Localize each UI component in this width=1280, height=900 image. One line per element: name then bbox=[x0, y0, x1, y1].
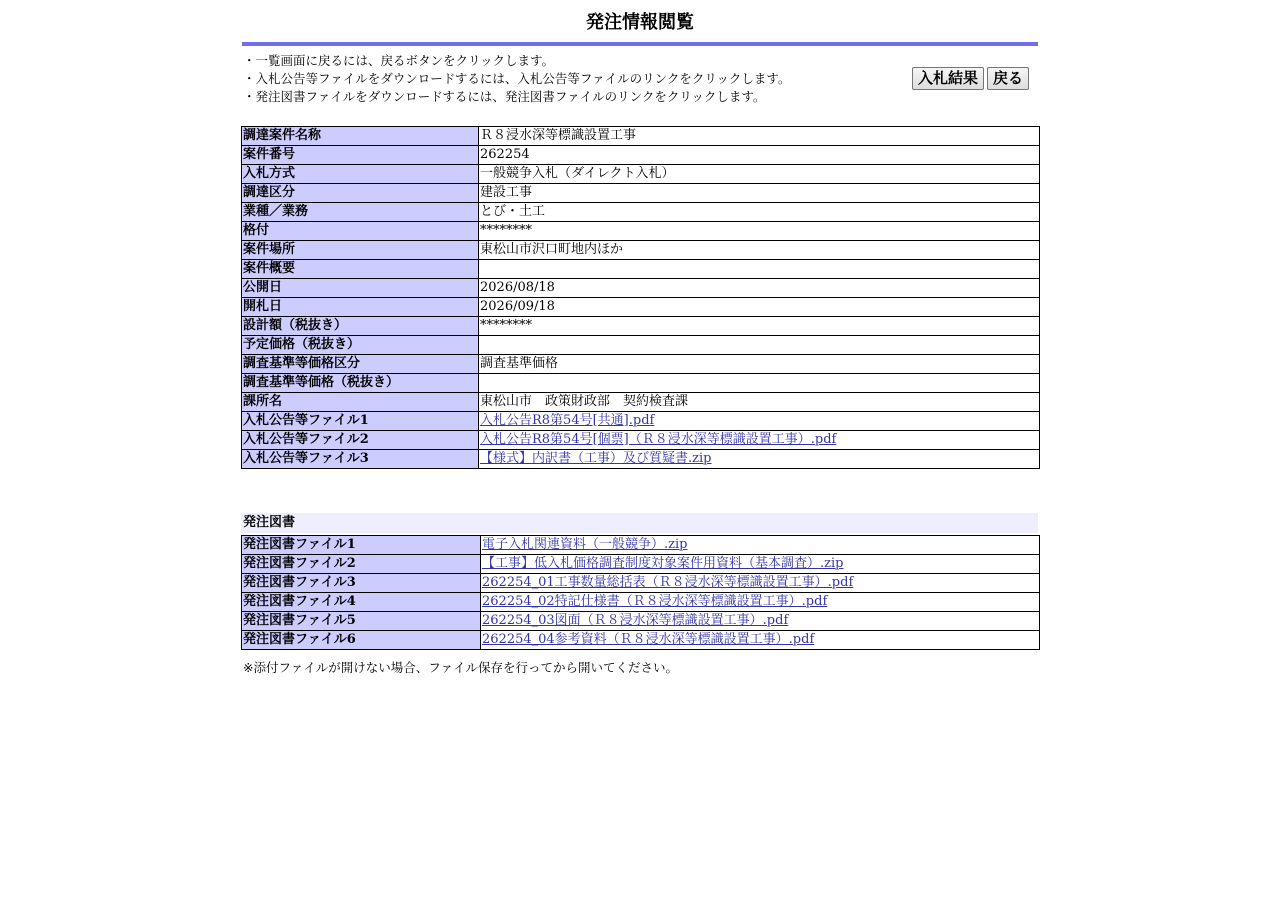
row-value: 調査基準価格 bbox=[479, 355, 1040, 374]
table-row bbox=[242, 431, 1040, 450]
row-label: 入札公告等ファイル1 bbox=[242, 412, 479, 431]
back-button[interactable]: 戻る bbox=[987, 67, 1029, 90]
document-file-link-6[interactable]: 262254_04参考資料（Ｒ８浸水深等標識設置工事）.pdf bbox=[482, 632, 815, 647]
row-value: Ｒ８浸水深等標識設置工事 bbox=[479, 127, 1040, 146]
row-label: 入札公告等ファイル2 bbox=[242, 431, 479, 450]
row-label: 発注図書ファイル5 bbox=[242, 612, 481, 631]
attachment-note: ※添付ファイルが開けない場合、ファイル保存を行ってから開いてください。 bbox=[243, 660, 678, 675]
row-label: 発注図書ファイル3 bbox=[242, 574, 481, 593]
procurement-info-table bbox=[241, 126, 1040, 469]
row-label: 調達区分 bbox=[242, 184, 479, 203]
row-value: ******** bbox=[479, 317, 1040, 336]
instruction-line: ・発注図書ファイルをダウンロードするには、発注図書ファイルのリンクをクリックします。 bbox=[243, 89, 766, 104]
table-row bbox=[242, 279, 1040, 298]
row-value: ******** bbox=[479, 222, 1040, 241]
row-label: 格付 bbox=[242, 222, 479, 241]
table-row bbox=[242, 127, 1040, 146]
notice-file-link-1[interactable]: 入札公告R8第54号[共通].pdf bbox=[480, 413, 655, 428]
row-label: 設計額（税抜き） bbox=[242, 317, 479, 336]
instructions bbox=[243, 52, 790, 106]
row-label: 課所名 bbox=[242, 393, 479, 412]
table-row bbox=[242, 574, 1040, 593]
row-value: とび・土工 bbox=[479, 203, 1040, 222]
table-row bbox=[242, 593, 1040, 612]
table-row bbox=[242, 260, 1040, 279]
row-label: 開札日 bbox=[242, 298, 479, 317]
row-label: 案件番号 bbox=[242, 146, 479, 165]
table-row bbox=[242, 555, 1040, 574]
row-label: 発注図書ファイル6 bbox=[242, 631, 481, 650]
row-label: 発注図書ファイル2 bbox=[242, 555, 481, 574]
row-value bbox=[479, 260, 1040, 279]
row-value bbox=[481, 536, 1040, 555]
row-value bbox=[479, 450, 1040, 469]
row-label: 案件概要 bbox=[242, 260, 479, 279]
row-value: 262254 bbox=[479, 146, 1040, 165]
row-label: 調達案件名称 bbox=[242, 127, 479, 146]
document-file-link-2[interactable]: 【工事】低入札価格調査制度対象案件用資料（基本調査）.zip bbox=[482, 556, 844, 571]
row-value bbox=[479, 431, 1040, 450]
table-row bbox=[242, 631, 1040, 650]
button-group bbox=[912, 67, 1029, 90]
table-row bbox=[242, 317, 1040, 336]
instruction-line: ・入札公告等ファイルをダウンロードするには、入札公告等ファイルのリンクをクリックします。 bbox=[243, 71, 791, 86]
row-label: 調査基準等価格区分 bbox=[242, 355, 479, 374]
table-row bbox=[242, 241, 1040, 260]
row-label: 予定価格（税抜き） bbox=[242, 336, 479, 355]
table-row bbox=[242, 612, 1040, 631]
section-heading-documents: 発注図書 bbox=[241, 513, 1038, 533]
table-row bbox=[242, 393, 1040, 412]
row-label: 入札公告等ファイル3 bbox=[242, 450, 479, 469]
table-row bbox=[242, 146, 1040, 165]
row-value: 東松山市沢口町地内ほか bbox=[479, 241, 1040, 260]
row-value bbox=[479, 412, 1040, 431]
bid-result-button[interactable]: 入札結果 bbox=[912, 67, 984, 90]
row-value: 建設工事 bbox=[479, 184, 1040, 203]
table-row bbox=[242, 298, 1040, 317]
row-label: 発注図書ファイル1 bbox=[242, 536, 481, 555]
row-label: 調査基準等価格（税抜き） bbox=[242, 374, 479, 393]
row-value: 一般競争入札（ダイレクト入札） bbox=[479, 165, 1040, 184]
row-value bbox=[481, 612, 1040, 631]
row-value: 2026/08/18 bbox=[479, 279, 1040, 298]
notice-file-link-2[interactable]: 入札公告R8第54号[個票]（Ｒ８浸水深等標識設置工事）.pdf bbox=[480, 432, 837, 447]
table-row bbox=[242, 222, 1040, 241]
row-value bbox=[481, 574, 1040, 593]
table-row bbox=[242, 450, 1040, 469]
document-file-link-5[interactable]: 262254_03図面（Ｒ８浸水深等標識設置工事）.pdf bbox=[482, 613, 789, 628]
row-value bbox=[481, 631, 1040, 650]
table-row bbox=[242, 336, 1040, 355]
document-file-link-4[interactable]: 262254_02特記仕様書（Ｒ８浸水深等標識設置工事）.pdf bbox=[482, 594, 828, 609]
page-title: 発注情報閲覧 bbox=[586, 12, 694, 33]
table-row bbox=[242, 412, 1040, 431]
row-value bbox=[479, 374, 1040, 393]
row-value: 2026/09/18 bbox=[479, 298, 1040, 317]
table-row bbox=[242, 355, 1040, 374]
table-row bbox=[242, 165, 1040, 184]
row-value bbox=[481, 555, 1040, 574]
table-row bbox=[242, 203, 1040, 222]
row-label: 案件場所 bbox=[242, 241, 479, 260]
title-divider bbox=[242, 42, 1038, 46]
table-row bbox=[242, 184, 1040, 203]
order-documents-table bbox=[241, 535, 1040, 650]
row-value: 東松山市 政策財政部 契約検査課 bbox=[479, 393, 1040, 412]
row-value bbox=[479, 336, 1040, 355]
table-row bbox=[242, 374, 1040, 393]
row-label: 発注図書ファイル4 bbox=[242, 593, 481, 612]
document-file-link-3[interactable]: 262254_01工事数量総括表（Ｒ８浸水深等標識設置工事）.pdf bbox=[482, 575, 854, 590]
row-label: 公開日 bbox=[242, 279, 479, 298]
instruction-line: ・一覧画面に戻るには、戻るボタンをクリックします。 bbox=[243, 53, 555, 68]
table-row bbox=[242, 536, 1040, 555]
row-label: 入札方式 bbox=[242, 165, 479, 184]
document-file-link-1[interactable]: 電子入札関連資料（一般競争）.zip bbox=[482, 537, 688, 552]
row-label: 業種／業務 bbox=[242, 203, 479, 222]
notice-file-link-3[interactable]: 【様式】内訳書（工事）及び質疑書.zip bbox=[480, 451, 712, 466]
row-value bbox=[481, 593, 1040, 612]
